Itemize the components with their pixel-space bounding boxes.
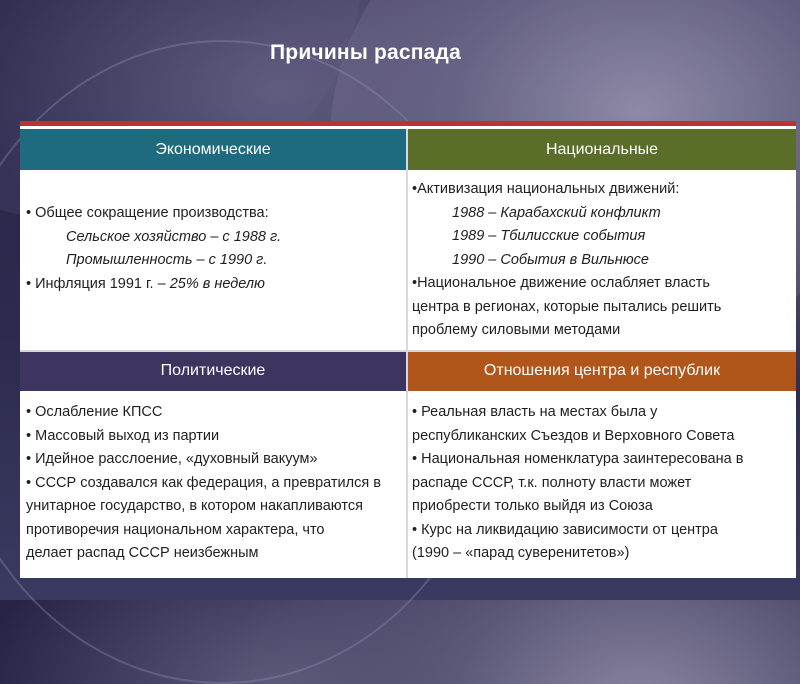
political-cell: [20, 391, 406, 578]
relations-line: • Реальная власть на местах была у: [412, 404, 658, 420]
relations-line: • Курс на ликвидацию зависимости от центра: [412, 521, 718, 538]
political-line: противоречия национальном характера, что: [26, 521, 325, 538]
national-line: 1988 – Карабахский конфликт: [452, 204, 661, 221]
economic-inflation-value: 25% в неделю: [169, 275, 265, 292]
economic-line: Промышленность – с 1990 г.: [66, 252, 268, 268]
economic-cell: [20, 172, 406, 351]
header-relations: Отношения центра и республик: [408, 351, 796, 391]
causes-table: [20, 121, 796, 578]
political-line: • Ослабление КПСС: [26, 404, 163, 420]
relations-line: приобрести только выйдя из Союза: [412, 498, 653, 514]
header-economic: Экономические: [20, 129, 406, 170]
economic-line: • Общее сокращение производства:: [26, 205, 269, 221]
relations-cell: [408, 391, 796, 578]
relations-line: республиканских Съездов и Верховного Совета: [412, 427, 735, 444]
national-line: центра в регионах, которые пытались решить: [412, 298, 722, 315]
economic-inflation-label: • Инфляция 1991 г. –: [26, 275, 170, 292]
political-line: унитарное государство, в котором накапливаются: [26, 498, 363, 514]
economic-line: Сельское хозяйство – с 1988 г.: [66, 228, 282, 245]
national-line: 1989 – Тбилисские события: [452, 228, 646, 244]
national-line: проблему силовыми методами: [412, 322, 621, 338]
header-national: Национальные: [408, 129, 796, 170]
header-political: Политические: [20, 351, 406, 391]
slide-title: Причины распада: [270, 41, 461, 64]
national-line: •Национальное движение ослабляет власть: [412, 275, 710, 291]
relations-line: • Национальная номенклатура заинтересована в: [412, 451, 744, 467]
national-line: •Активизация национальных движений:: [412, 181, 680, 197]
political-line: делает распад СССР неизбежным: [26, 545, 259, 561]
political-line: • Массовый выход из партии: [26, 427, 220, 444]
relations-line: распаде СССР, т.к. полноту власти может: [412, 474, 692, 491]
political-line: • Идейное расслоение, «духовный вакуум»: [26, 451, 318, 467]
political-line: • СССР создавался как федерация, а превратился в: [26, 474, 381, 491]
economic-line: [26, 273, 406, 297]
relations-line: (1990 – «парад суверенитетов»): [412, 545, 630, 561]
national-cell: [408, 172, 796, 351]
row-divider: [20, 350, 796, 352]
column-divider: [406, 129, 408, 578]
national-line: 1990 – События в Вильнюсе: [452, 251, 649, 268]
